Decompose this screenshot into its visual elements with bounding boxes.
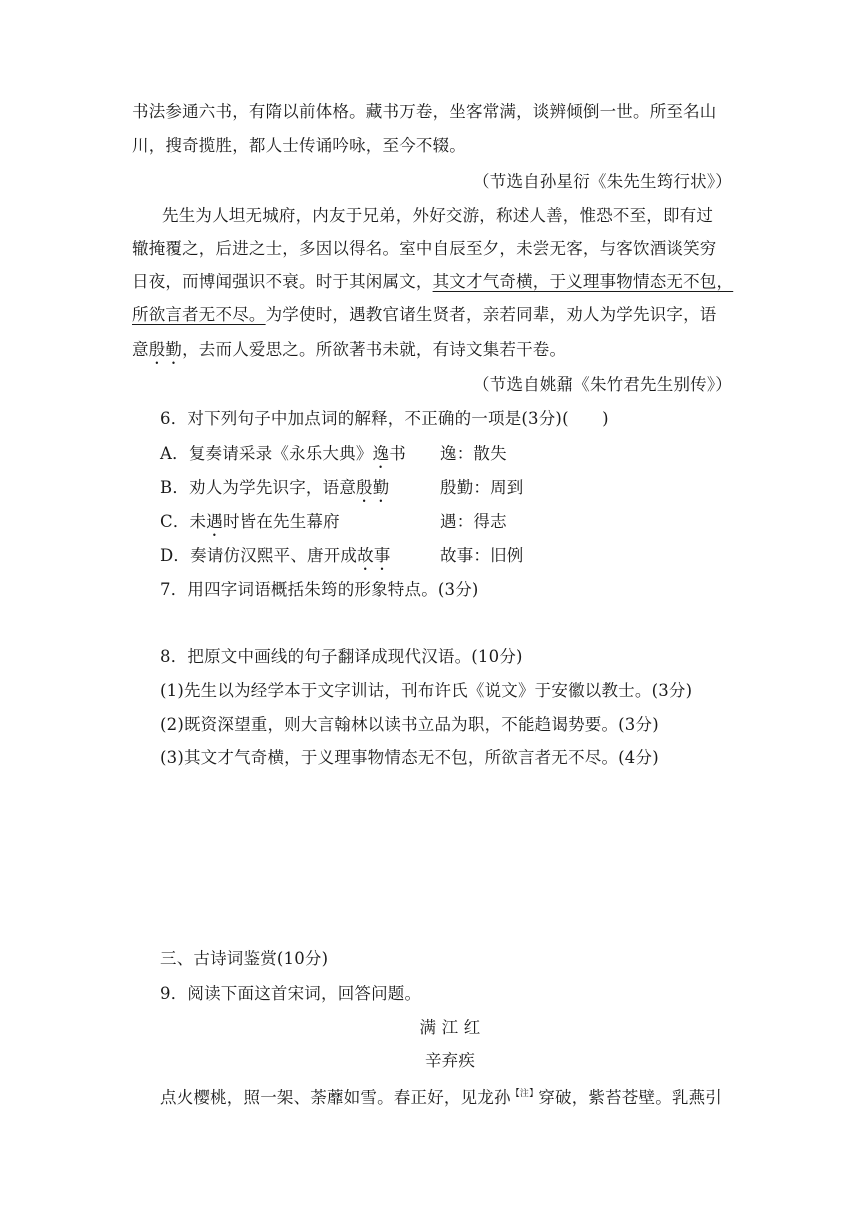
q6-d-text: D．奏请仿汉熙平、唐开成 xyxy=(160,546,358,565)
q6-option-a-explanation: 逸：散失 xyxy=(440,444,507,463)
q6-c-post: 时皆在先生幕府 xyxy=(222,512,340,531)
passage1-line2: 川，搜奇揽胜，都人士传诵吟咏，至今不辍。 xyxy=(132,136,466,155)
passage2-line4-text: 为学使时，遇教官诸生贤者，亲若同辈，劝人为学先识字，语 xyxy=(265,305,717,324)
q6-c-text: C．未 xyxy=(160,512,207,531)
q6-option-d-explanation: 故事：旧例 xyxy=(440,546,524,565)
passage2-line4 xyxy=(132,303,742,327)
poem-line1-a: 点火樱桃，照一架、荼蘼如雪。春正好，见龙孙 xyxy=(160,1088,511,1107)
underlined-sentence-part2: 所欲言者无不尽。 xyxy=(132,305,266,324)
poem-author: 辛弃疾 xyxy=(424,1051,476,1070)
q6-b-text: B．劝人为学先识字，语意 xyxy=(160,478,357,497)
q6-c-dotted: 遇 xyxy=(206,512,223,531)
question6-stem: 6．对下列句子中加点词的解释，不正确的一项是(3分)( ) xyxy=(160,409,609,428)
passage2-line1: 先生为人坦无城府，内友于兄弟，外好交游，称述人善，惟恐不至，即有过 xyxy=(162,206,714,225)
q8-sentence-3: (3)其文才气奇横，于义理事物情态无不包，所欲言者无不尽。(4分) xyxy=(160,748,659,767)
q6-option-b-explanation: 殷勤：周到 xyxy=(440,478,524,497)
q6-a-post: 书 xyxy=(389,444,406,463)
passage1-source: （节选自孙星衍《朱先生筠行状》） xyxy=(473,172,732,191)
dotted-word-yinqin: 殷勤 xyxy=(148,340,183,359)
passage2-line5-b: ，去而人爱思之。所欲著书未就，有诗文集若干卷。 xyxy=(182,340,567,359)
poem-line1-b: 穿破，紫苔苍壁。乳燕引 xyxy=(538,1088,723,1107)
passage1-line1: 书法参通六书，有隋以前体格。藏书万卷，坐客常满，谈辨倾倒一世。所至名山 xyxy=(132,102,717,121)
note-marker: 【注】 xyxy=(510,1089,539,1099)
q6-b-dotted: 殷勤 xyxy=(356,478,390,497)
q8-sentence-2: (2)既资深望重，则大言翰林以读书立品为职，不能趋谒势要。(3分) xyxy=(160,715,659,734)
q6-d-dotted: 故事 xyxy=(357,546,391,565)
passage2-line3-text: 日夜，而博闻强识不衰。时于其闲属文， xyxy=(132,272,433,291)
underlined-sentence-part1: 其文才气奇横，于义理事物情态无不包， xyxy=(432,272,734,291)
q6-option-c-explanation: 遇：得志 xyxy=(440,512,507,531)
passage2-line2: 辙掩覆之，后进之士，多因以得名。室中自辰至夕，未尝无客，与客饮酒谈笑穷 xyxy=(132,239,717,258)
q6-a-text: A．复奏请采录《永乐大典》 xyxy=(160,444,373,463)
poem-title: 满 江 红 xyxy=(419,1018,481,1037)
passage2-line5-a: 意 xyxy=(132,340,149,359)
question9-stem: 9．阅读下面这首宋词，回答问题。 xyxy=(160,984,422,1003)
section3-heading: 三、古诗词鉴赏(10分) xyxy=(160,949,329,968)
poem-line1 xyxy=(160,1082,770,1110)
question7-stem: 7．用四字词语概括朱筠的形象特点。(3分) xyxy=(160,580,479,599)
q6-a-dotted: 逸 xyxy=(372,444,390,463)
question8-stem: 8．把原文中画线的句子翻译成现代汉语。(10分) xyxy=(160,647,523,666)
q8-sentence-1: (1)先生以为经学本于文字训诂，刊布许氏《说文》于安徽以教士。(3分) xyxy=(160,681,693,700)
passage2-source: （节选自姚鼐《朱竹君先生别传》） xyxy=(473,375,732,394)
passage2-line5 xyxy=(132,338,742,368)
passage2-line3 xyxy=(132,270,742,294)
